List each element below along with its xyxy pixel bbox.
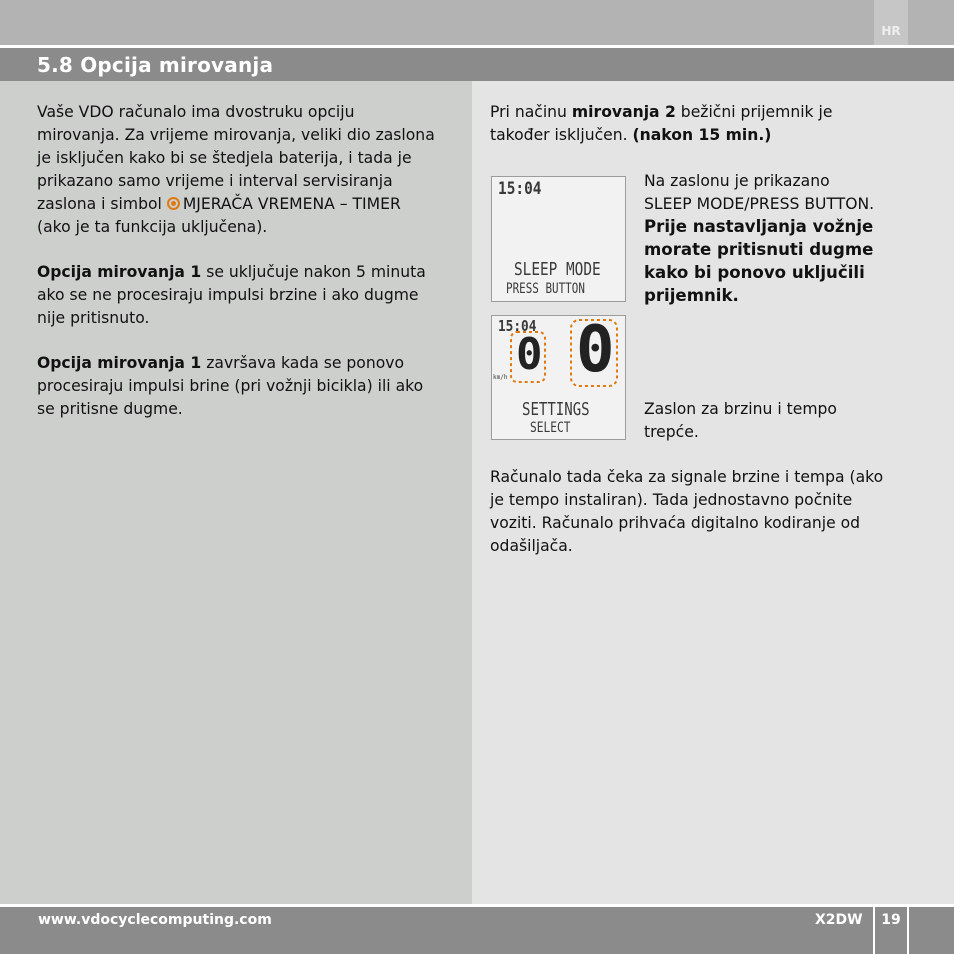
text-line: procesiraju impulsi brine (pri vožnji bicikla) ili ako (37, 377, 424, 395)
text-line: voziti. Računalo prihvaća digitalno kodiranje od (490, 514, 861, 532)
settings-display (491, 315, 626, 440)
text-line: Računalo tada čeka za signale brzine i tempa (ako (490, 468, 884, 486)
text-line (37, 261, 426, 284)
display-press-button-text: PRESS BUTTON (506, 281, 585, 297)
text-line: Prije nastavljanja vožnje (644, 217, 874, 236)
text-line (37, 352, 423, 375)
language-tab (874, 0, 908, 45)
footer (0, 907, 954, 954)
right-paragraph-end (490, 466, 883, 558)
bold-term: mirovanja 2 (571, 103, 676, 121)
text-fragment: se uključuje nakon 5 minuta (201, 263, 426, 281)
text-line: ako se ne procesiraju impulsi brzine i ako dugme (37, 286, 419, 304)
text-fragment: također isključen. (490, 126, 633, 144)
text-line (37, 193, 435, 216)
section-title: 5.8 Opcija mirovanja (37, 53, 274, 77)
top-band (0, 0, 954, 45)
page-number: 19 (881, 912, 901, 928)
text-line: mirovanja. Za vrijeme mirovanja, veliki dio zaslona (37, 126, 435, 144)
screen1-note (644, 170, 874, 216)
display-time: 15:04 (498, 179, 542, 199)
section-title-bar (0, 48, 954, 81)
footer-model: X2DW (815, 912, 863, 928)
left-paragraph-1 (37, 101, 435, 239)
text-line (490, 101, 832, 124)
text-line: je isključen kako bi se štedjela baterija, i tada je (37, 149, 412, 167)
screen2-note (644, 398, 837, 444)
left-paragraph-3 (37, 352, 423, 421)
text-line: prijemnik. (644, 286, 739, 305)
language-label: HR (881, 24, 901, 38)
display-time: 15:04 (498, 317, 537, 335)
text-line: odašiljača. (490, 537, 573, 555)
text-fragment: MJERAČA VREMENA – TIMER (182, 195, 401, 213)
right-intro (490, 101, 832, 147)
text-line: nije pritisnuto. (37, 309, 150, 327)
text-line: Na zaslonu je prikazano (644, 172, 830, 190)
text-line: kako bi ponovo uključili (644, 263, 865, 282)
warning-text (644, 215, 873, 307)
footer-divider (907, 907, 909, 954)
text-line: se pritisne dugme. (37, 400, 183, 418)
display-unit: km/h (493, 374, 508, 381)
text-fragment: Pri načinu (490, 103, 572, 121)
text-line: (ako je ta funkcija uključena). (37, 218, 268, 236)
display-select-text: SELECT (530, 420, 571, 436)
text-fragment: završava kada se ponovo (201, 354, 405, 372)
text-line: je tempo instaliran). Tada jednostavno počnite (490, 491, 853, 509)
text-line (490, 124, 832, 147)
text-line: Vaše VDO računalo ima dvostruku opciju (37, 103, 355, 121)
text-line: morate pritisnuti dugme (644, 240, 874, 259)
timer-symbol-icon (167, 197, 180, 210)
text-line: prikazano samo vrijeme i interval servisiranja (37, 172, 393, 190)
display-sleep-mode-text: SLEEP MODE (514, 259, 601, 280)
display-settings-text: SETTINGS (522, 399, 590, 420)
speed-digit-big: 0 (576, 315, 615, 387)
text-line: trepće. (644, 423, 699, 441)
text-line: SLEEP MODE/PRESS BUTTON. (644, 195, 875, 213)
bold-term: Opcija mirovanja 1 (37, 263, 202, 281)
bold-term: (nakon 15 min.) (632, 126, 772, 144)
sleep-mode-display (491, 176, 626, 302)
text-fragment: zaslona i simbol (37, 195, 162, 213)
footer-url-link[interactable]: www.vdocyclecomputing.com (38, 912, 272, 928)
text-fragment: bežični prijemnik je (675, 103, 833, 121)
bold-term: Opcija mirovanja 1 (37, 354, 202, 372)
left-paragraph-2 (37, 261, 426, 330)
text-line: Zaslon za brzinu i tempo (644, 400, 837, 418)
speed-digit-small: 0 (516, 329, 543, 380)
